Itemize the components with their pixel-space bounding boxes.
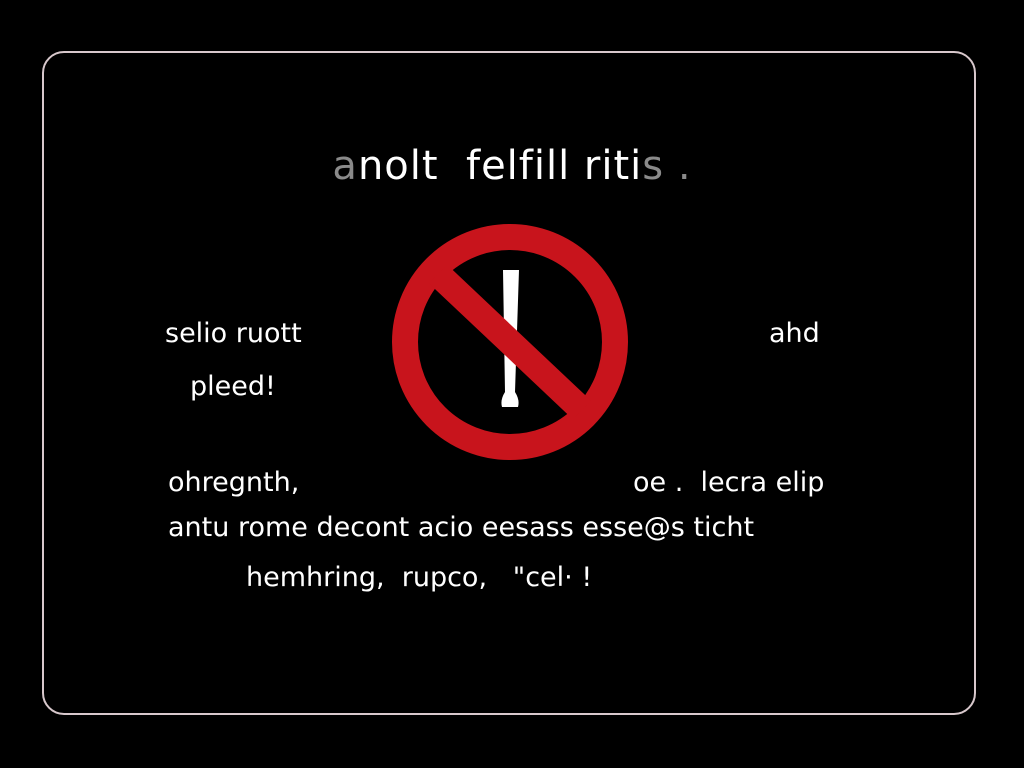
body-text-line-2: antu rome decont acio eesass esse@s ticht bbox=[168, 512, 755, 543]
right-text-line-1: ahd bbox=[769, 318, 820, 349]
body-text-left: ohregnth, bbox=[168, 467, 300, 498]
title-main: nolt felfill riti bbox=[357, 143, 643, 189]
title-dim-end: s . bbox=[642, 143, 692, 189]
body-text-line-3: hemhring, rupco, "cel· ! bbox=[246, 562, 593, 593]
dialog-title bbox=[0, 140, 1024, 192]
left-text-line-1: selio ruott bbox=[165, 318, 302, 349]
title-dim-start: a bbox=[332, 143, 358, 189]
body-text-right: oe . lecra elip bbox=[633, 467, 825, 498]
prohibited-icon bbox=[390, 222, 630, 462]
left-text-line-2: pleed! bbox=[190, 371, 276, 402]
prohibited-icon-container bbox=[390, 222, 630, 462]
